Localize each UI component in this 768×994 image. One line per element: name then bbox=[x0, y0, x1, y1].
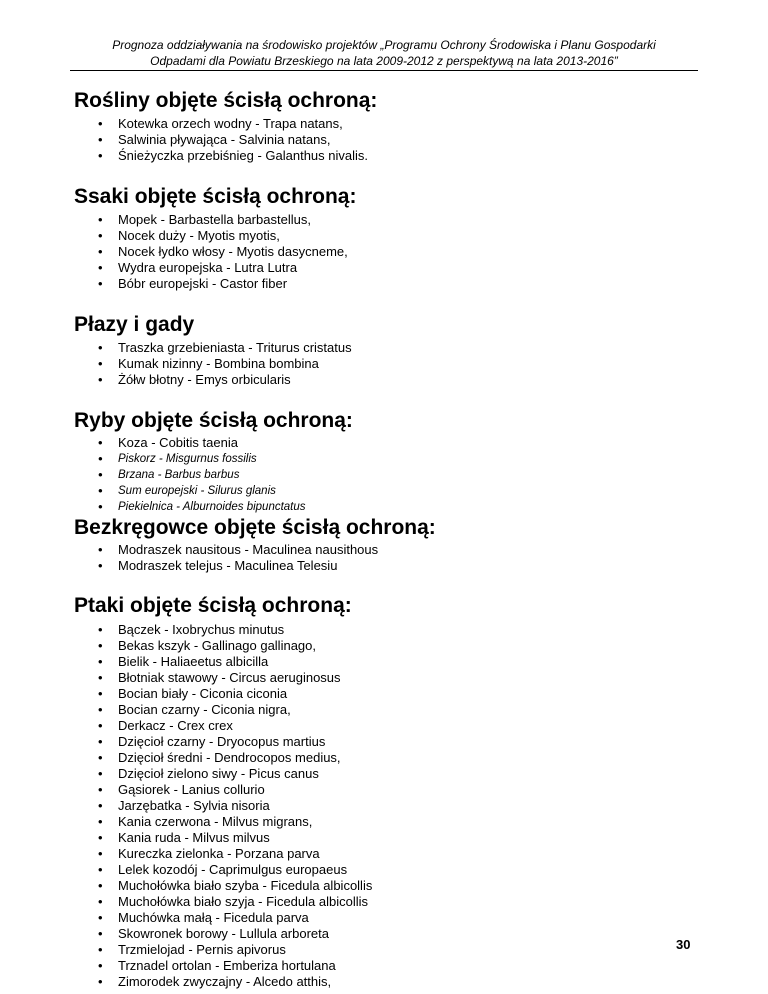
list-item: • Nocek łydko włosy - Myotis dasycneme, bbox=[74, 244, 694, 260]
list-item: • Piekielnica - Alburnoides bipunctatus bbox=[74, 499, 694, 515]
species-list bbox=[74, 542, 694, 574]
list-item: • Muchołówka biało szyja - Ficedula albicollis bbox=[74, 894, 694, 910]
list-item: • Bóbr europejski - Castor fiber bbox=[74, 276, 694, 292]
list-item: • Zimorodek zwyczajny - Alcedo atthis, bbox=[74, 974, 694, 990]
section-title: Bezkręgowce objęte ścisłą ochroną: bbox=[74, 516, 436, 539]
list-item: • Wydra europejska - Lutra Lutra bbox=[74, 260, 694, 276]
list-item: • Piskorz - Misgurnus fossilis bbox=[74, 451, 694, 467]
list-item: • Koza - Cobitis taenia bbox=[74, 435, 694, 451]
page-number: 30 bbox=[676, 937, 691, 952]
list-item: • Kumak nizinny - Bombina bombina bbox=[74, 356, 694, 372]
section-title: Ryby objęte ścisłą ochroną: bbox=[74, 409, 353, 432]
list-item: • Nocek duży - Myotis myotis, bbox=[74, 228, 694, 244]
list-item: • Bączek - Ixobrychus minutus bbox=[74, 622, 694, 638]
list-item: • Kania ruda - Milvus milvus bbox=[74, 830, 694, 846]
species-list bbox=[74, 340, 694, 388]
list-item: • Bocian czarny - Ciconia nigra, bbox=[74, 702, 694, 718]
species-list bbox=[74, 212, 694, 292]
list-item: • Traszka grzebieniasta - Triturus cristatus bbox=[74, 340, 694, 356]
list-item: • Derkacz - Crex crex bbox=[74, 718, 694, 734]
list-item: • Modraszek telejus - Maculinea Telesiu bbox=[74, 558, 694, 574]
list-item: • Lelek kozodój - Caprimulgus europaeus bbox=[74, 862, 694, 878]
list-item: • Modraszek nausitous - Maculinea nausithous bbox=[74, 542, 694, 558]
page-header bbox=[70, 37, 698, 69]
list-item: • Kureczka zielonka - Porzana parva bbox=[74, 846, 694, 862]
list-item: • Dzięcioł czarny - Dryocopus martius bbox=[74, 734, 694, 750]
list-item: • Mopek - Barbastella barbastellus, bbox=[74, 212, 694, 228]
section-title: Rośliny objęte ścisłą ochroną: bbox=[74, 89, 378, 112]
list-item: • Bocian biały - Ciconia ciconia bbox=[74, 686, 694, 702]
list-item: • Skowronek borowy - Lullula arboreta bbox=[74, 926, 694, 942]
section-title: Ptaki objęte ścisłą ochroną: bbox=[74, 594, 352, 617]
list-item: • Bielik - Haliaeetus albicilla bbox=[74, 654, 694, 670]
list-item: • Jarzębatka - Sylvia nisoria bbox=[74, 798, 694, 814]
list-item: • Śnieżyczka przebiśnieg - Galanthus nivalis. bbox=[74, 148, 694, 164]
list-item: • Sum europejski - Silurus glanis bbox=[74, 483, 694, 499]
section-mammals bbox=[74, 184, 694, 292]
header-rule bbox=[70, 70, 698, 71]
section-plants bbox=[74, 88, 694, 164]
list-item: • Muchówka małą - Ficedula parva bbox=[74, 910, 694, 926]
header-line-1: Prognoza oddziaływania na środowisko projektów „Programu Ochrony Środowiska i Planu Gospodarki bbox=[112, 38, 656, 52]
list-item: • Kotewka orzech wodny - Trapa natans, bbox=[74, 116, 694, 132]
list-item: • Dzięcioł zielono siwy - Picus canus bbox=[74, 766, 694, 782]
section-invertebrates bbox=[74, 516, 694, 574]
list-item: • Bekas kszyk - Gallinago gallinago, bbox=[74, 638, 694, 654]
list-item: • Dzięcioł średni - Dendrocopos medius, bbox=[74, 750, 694, 766]
list-item: • Salwinia pływająca - Salvinia natans, bbox=[74, 132, 694, 148]
header-line-2: Odpadami dla Powiatu Brzeskiego na lata 2009-2012 z perspektywą na lata 2013-2016” bbox=[150, 54, 618, 68]
species-list bbox=[74, 435, 694, 515]
section-birds bbox=[74, 592, 694, 990]
section-fish bbox=[74, 408, 694, 515]
section-amphibians-reptiles bbox=[74, 312, 694, 388]
section-title: Płazy i gady bbox=[74, 313, 195, 336]
list-item: • Kania czerwona - Milvus migrans, bbox=[74, 814, 694, 830]
list-item: • Brzana - Barbus barbus bbox=[74, 467, 694, 483]
section-title: Ssaki objęte ścisłą ochroną: bbox=[74, 185, 357, 208]
document-body bbox=[74, 88, 694, 990]
list-item: • Trznadel ortolan - Emberiza hortulana bbox=[74, 958, 694, 974]
list-item: • Muchołówka biało szyba - Ficedula albicollis bbox=[74, 878, 694, 894]
species-list bbox=[74, 116, 694, 164]
list-item: • Żółw błotny - Emys orbicularis bbox=[74, 372, 694, 388]
list-item: • Błotniak stawowy - Circus aeruginosus bbox=[74, 670, 694, 686]
list-item: • Gąsiorek - Lanius collurio bbox=[74, 782, 694, 798]
list-item: • Trzmielojad - Pernis apivorus bbox=[74, 942, 694, 958]
species-list bbox=[74, 622, 694, 990]
